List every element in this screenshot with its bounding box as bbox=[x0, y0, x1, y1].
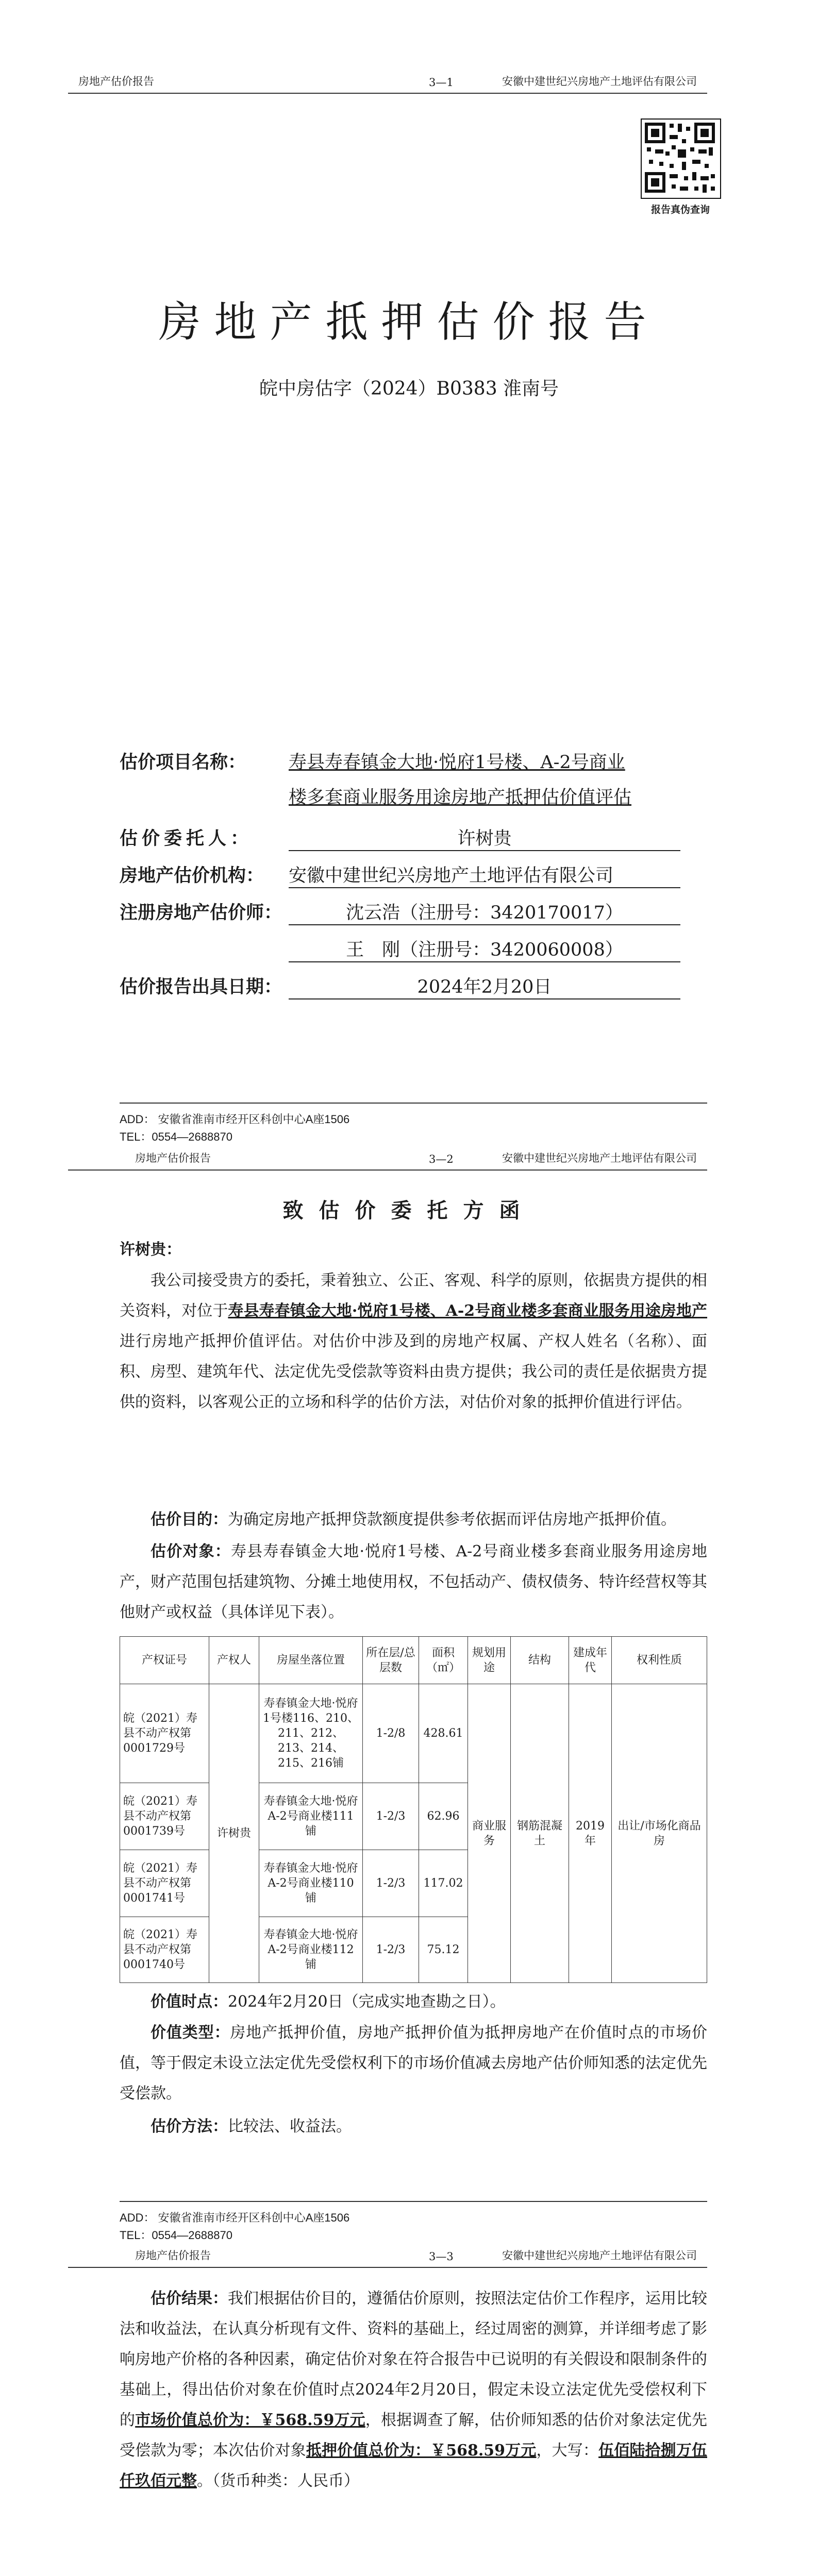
header-left: 房地产估价报告 bbox=[135, 1152, 211, 1164]
footer-tel: TEL：0554—2688870 bbox=[120, 2229, 232, 2242]
result-text-d: 。（货币种类：人民币） bbox=[197, 2472, 359, 2490]
th-location: 房屋坐落位置 bbox=[259, 1637, 363, 1684]
cell-year: 2019年 bbox=[569, 1684, 612, 1983]
project-value-2: 楼多套商业服务用途房地产抵押估价值评估 bbox=[289, 787, 632, 808]
th-structure: 结构 bbox=[511, 1637, 569, 1684]
purpose-paragraph bbox=[120, 1504, 707, 1535]
th-cert: 产权证号 bbox=[120, 1637, 209, 1684]
value-time-label: 价值时点： bbox=[151, 1993, 228, 2011]
table-header-row bbox=[120, 1637, 707, 1684]
client-value: 许树贵 bbox=[289, 824, 680, 851]
header-left: 房地产估价报告 bbox=[135, 2249, 211, 2262]
header-right: 安徽中建世纪兴房地产土地评估有限公司 bbox=[502, 2249, 697, 2262]
footer-address: ADD： 安徽省淮南市经开区科创中心A座1506 bbox=[120, 2211, 350, 2224]
mortgage-value: 抵押价值总价为：￥568.59万元 bbox=[306, 2442, 537, 2460]
report-title: 房地产抵押估价报告 bbox=[158, 298, 660, 347]
value-type-label: 价值类型： bbox=[151, 2024, 230, 2042]
purpose-text: 为确定房地产抵押贷款额度提供参考依据而评估房地产抵押价值。 bbox=[228, 1511, 676, 1529]
cell-right: 出让/市场化商品房 bbox=[612, 1684, 707, 1983]
qr-code-icon[interactable] bbox=[641, 118, 721, 199]
intro-object: 寿县寿春镇金大地·悦府1号楼、A-2号商业楼多套商业服务用途房地产 bbox=[228, 1302, 708, 1320]
page1-header bbox=[68, 62, 707, 94]
cell-location: 寿春镇金大地·悦府A-2号商业楼110铺 bbox=[259, 1850, 363, 1917]
cell-floor: 1-2/3 bbox=[363, 1850, 419, 1917]
method-label: 估价方法： bbox=[151, 2117, 228, 2136]
value-in-words: 伍佰陆拾捌万伍仟玖佰元整 bbox=[120, 2442, 707, 2490]
value-time-text: 2024年2月20日（完成实地查勘之日）。 bbox=[228, 1993, 506, 2011]
project-label: 估价项目名称： bbox=[120, 752, 246, 773]
qr-caption: 报告真伪查询 bbox=[650, 204, 710, 215]
salutation: 许树贵： bbox=[120, 1241, 181, 1259]
cell-use: 商业服务 bbox=[468, 1684, 511, 1983]
cell-cert: 皖（2021）寿县不动产权第0001740号 bbox=[120, 1917, 209, 1983]
th-owner: 产权人 bbox=[209, 1637, 259, 1684]
report-number: 皖中房估字（2024）B0383 淮南号 bbox=[259, 378, 559, 399]
cell-floor: 1-2/3 bbox=[363, 1917, 419, 1983]
header-page-no: 3—1 bbox=[429, 76, 454, 89]
intro-text-b: 进行房地产抵押价值评估。对估价中涉及到的房地产权属、产权人姓名（名称）、面积、房型、建筑年代、法定优先受偿款等资料由贵方提供；我公司的责任是依据贵方提供的资料，以客观公正的立场和科学的估价方法，对估价对象的抵押价值进行评估。 bbox=[120, 1332, 707, 1411]
client-label: 估价委托人： bbox=[120, 828, 253, 849]
letter-title: 致估价委托方函 bbox=[282, 1198, 536, 1223]
appraiser-2: 王 刚（注册号：3420060008） bbox=[289, 936, 680, 962]
result-text-c: ，大写： bbox=[536, 2442, 599, 2460]
th-use: 规划用途 bbox=[468, 1637, 511, 1684]
cell-area: 75.12 bbox=[419, 1917, 468, 1983]
object-paragraph bbox=[120, 1536, 707, 1628]
header-left: 房地产估价报告 bbox=[78, 75, 154, 88]
result-label: 估价结果： bbox=[151, 2290, 228, 2308]
result-paragraph bbox=[120, 2283, 707, 2496]
intro-text-a: 我公司接受贵方的委托，秉着独立、公正、客观、科学的原则，依据贵方提供的相关资料，对位于 bbox=[120, 1272, 707, 1320]
appraiser-1: 沈云浩（注册号：3420170017） bbox=[289, 899, 680, 925]
page3-header bbox=[68, 2236, 707, 2268]
header-page-no: 3—2 bbox=[429, 1153, 454, 1165]
agency-label: 房地产估价机构： bbox=[120, 865, 264, 886]
cell-cert: 皖（2021）寿县不动产权第0001739号 bbox=[120, 1783, 209, 1850]
cell-location: 寿春镇金大地·悦府A-2号商业楼112铺 bbox=[259, 1917, 363, 1983]
cell-structure: 钢筋混凝土 bbox=[511, 1684, 569, 1983]
cell-cert: 皖（2021）寿县不动产权第0001741号 bbox=[120, 1850, 209, 1917]
cell-area: 117.02 bbox=[419, 1850, 468, 1917]
object-table bbox=[120, 1636, 707, 1983]
value-type-text: 房地产抵押价值，房地产抵押价值为抵押房地产在价值时点的市场价值，等于假定未设立法定优先受偿权利下的市场价值减去房地产估价师知悉的法定优先受偿款。 bbox=[120, 2024, 708, 2103]
object-text: 寿县寿春镇金大地·悦府1号楼、A-2号商业楼多套商业服务用途房地产，财产范围包括建筑物、分摊土地使用权，不包括动产、债权债务、特许经营权等其他财产或权益（具体详见下表）。 bbox=[120, 1543, 708, 1621]
value-time-paragraph bbox=[120, 1987, 707, 2017]
footer-address: ADD： 安徽省淮南市经开区科创中心A座1506 bbox=[120, 1113, 350, 1126]
agency-value: 安徽中建世纪兴房地产土地评估有限公司 bbox=[289, 861, 680, 888]
th-year: 建成年代 bbox=[569, 1637, 612, 1684]
table-row bbox=[120, 1684, 707, 1783]
cell-floor: 1-2/3 bbox=[363, 1783, 419, 1850]
footer-tel: TEL：0554—2688870 bbox=[120, 1130, 232, 1143]
header-right: 安徽中建世纪兴房地产土地评估有限公司 bbox=[502, 1152, 697, 1164]
value-type-paragraph bbox=[120, 2018, 707, 2109]
page2-header bbox=[68, 1139, 707, 1171]
date-value: 2024年2月20日 bbox=[289, 973, 680, 999]
header-right: 安徽中建世纪兴房地产土地评估有限公司 bbox=[502, 75, 697, 88]
cell-owner: 许树贵 bbox=[209, 1684, 259, 1983]
project-value-1: 寿县寿春镇金大地·悦府1号楼、A-2号商业 bbox=[289, 752, 625, 773]
result-text-a: 我们根据估价目的，遵循估价原则，按照法定估价工作程序，运用比较法和收益法，在认真分析现有文件、资料的基础上，经过周密的测算，并详细考虑了影响房地产价格的各种因素，确定估价对象在符合报告中已说明的有关假设和限制条件的基础上，得出估价对象在价值时点2024年2月20日，假定未设立法定优先受偿权利下的 bbox=[120, 2290, 707, 2429]
purpose-label: 估价目的： bbox=[151, 1511, 228, 1529]
th-area: 面积（㎡） bbox=[419, 1637, 468, 1684]
cell-floor: 1-2/8 bbox=[363, 1684, 419, 1783]
intro-paragraph bbox=[120, 1265, 707, 1417]
result-text-b: ，根据调查了解，估价师知悉的估价对象法定优先受偿款为零；本次估价对象 bbox=[120, 2411, 707, 2460]
method-paragraph bbox=[120, 2111, 707, 2142]
object-label: 估价对象： bbox=[151, 1543, 231, 1561]
appraiser-label: 注册房地产估价师： bbox=[120, 902, 282, 923]
date-label: 估价报告出具日期： bbox=[120, 976, 282, 997]
method-text: 比较法、收益法。 bbox=[228, 2117, 352, 2136]
market-value: 市场价值总价为：￥568.59万元 bbox=[135, 2411, 365, 2429]
header-page-no: 3—3 bbox=[429, 2250, 454, 2263]
cell-cert: 皖（2021）寿县不动产权第0001729号 bbox=[120, 1684, 209, 1783]
cell-area: 428.61 bbox=[419, 1684, 468, 1783]
cell-location: 寿春镇金大地·悦府1号楼116、210、211、212、213、214、215、216铺 bbox=[259, 1684, 363, 1783]
cell-area: 62.96 bbox=[419, 1783, 468, 1850]
th-right: 权利性质 bbox=[612, 1637, 707, 1684]
cell-location: 寿春镇金大地·悦府A-2号商业楼111铺 bbox=[259, 1783, 363, 1850]
th-floor: 所在层/总层数 bbox=[363, 1637, 419, 1684]
